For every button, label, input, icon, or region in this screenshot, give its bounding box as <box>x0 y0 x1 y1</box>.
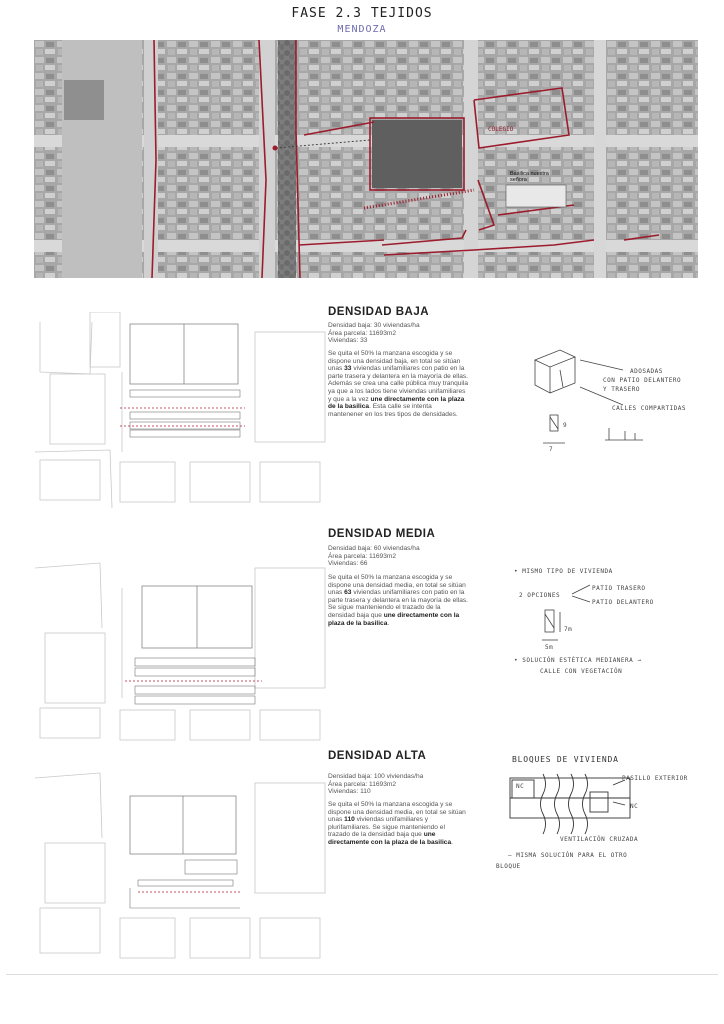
page-subtitle: MENDOZA <box>337 24 387 35</box>
section-title-baja: DENSIDAD BAJA <box>328 306 430 318</box>
note-patio-1: CON PATIO DELANTERO <box>603 377 682 384</box>
section-title-alta: DENSIDAD ALTA <box>328 750 427 762</box>
note-dim-9: 9 <box>563 422 568 429</box>
note-bloques: BLOQUES DE VIVIENDA <box>512 755 619 764</box>
section-meta-media: Densidad baja: 60 viviendas/ha Área parcela: 11693m2 Viviendas: 66 <box>328 545 420 568</box>
map-label-colegio: COLEGIO <box>488 126 514 133</box>
section-text-baja: Se quita el 50% la manzana escogida y se dispone una densidad baja, en total se sitúan unas 33 viviendas unifamiliares con patio en la parte trasera y delantera en la mayoría de ellas. Además se crea una calle pública muy tranquila ya que a los lados tiene viviendas unifamiliares y que a la vez une directamente con la plaza de la basilica. Esta calle se intenta mantenener en los tres tipos de densidades. <box>328 350 469 418</box>
section-text-alta: Se quita el 50% la manzana escogida y se dispone una densidad media, en total se sitúan unas 110 viviendas unifamiliares y plurifamiliares. Se sigue manteniendo el trazado de la densidad baja que une directamente con la plaza de la basilica. <box>328 801 466 846</box>
note-misma-solucion: — MISMA SOLUCIÓN PARA EL OTRO <box>508 852 628 859</box>
note-pasillo: PASILLO EXTERIOR <box>622 775 688 782</box>
sketch-baja <box>525 345 665 455</box>
map-label-basilica: Basilica nuestra señora <box>510 171 549 183</box>
note-adosadas: ADOSADAS <box>630 368 663 375</box>
plan-alta <box>30 768 330 964</box>
section-meta-alta: Densidad baja: 100 viviendas/ha Área parcela: 11693m2 Viviendas: 110 <box>328 773 424 796</box>
note-patio-delantero: PATIO DELANTERO <box>592 599 654 606</box>
aerial-map-drawing <box>34 40 698 278</box>
plan-baja <box>30 312 330 508</box>
note-mismo-tipo: • MISMO TIPO DE VIVIENDA <box>514 568 613 575</box>
note-ventilacion: VENTILACIÓN CRUZADA <box>560 836 639 843</box>
section-title-media: DENSIDAD MEDIA <box>328 528 436 540</box>
note-2-opciones: 2 OPCIONES <box>519 592 561 599</box>
page-bottom-rule <box>6 974 718 975</box>
section-meta-baja: Densidad baja: 30 viviendas/ha Área parcela: 11693m2 Viviendas: 33 <box>328 322 420 345</box>
note-dim-7: 7 <box>549 446 554 453</box>
section-text-media: Se quita el 50% la manzana escogida y se dispone una densidad media, en total se sitúan unas 63 viviendas unifamiliares con patio en la parte trasera y delantera en la mayoría de ellas. Se sigue manteniendo el trazado de la densidad baja que une directamente con la plaza de la basilica. <box>328 574 469 627</box>
note-dim-5m: 5m <box>545 644 554 651</box>
note-nc-2: NC <box>630 803 639 810</box>
note-calle-vegetacion: CALLE CON VEGETACIÓN <box>540 668 623 675</box>
note-calles: CALLES COMPARTIDAS <box>612 405 687 412</box>
note-patio-trasero: PATIO TRASERO <box>592 585 646 592</box>
note-solucion-estetica: • SOLUCIÓN ESTÉTICA MEDIANERA → <box>514 657 642 664</box>
page-title: FASE 2.3 TEJIDOS <box>291 6 433 21</box>
note-dim-7m: 7m <box>564 626 573 633</box>
plan-media <box>30 548 330 744</box>
note-bloque: BLOQUE <box>496 863 521 870</box>
aerial-map <box>34 40 698 278</box>
note-patio-2: Y TRASERO <box>603 386 641 393</box>
note-nc-1: NC <box>516 783 525 790</box>
